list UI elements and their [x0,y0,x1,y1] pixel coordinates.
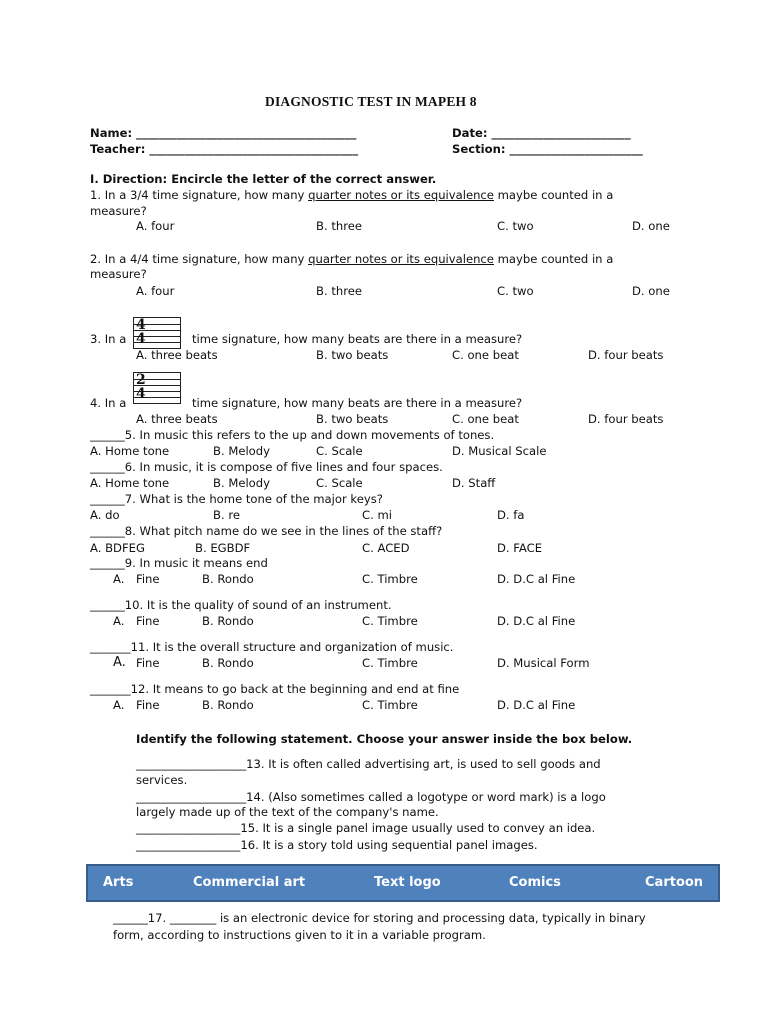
section-field: Section: _______________________ [452,142,643,156]
q1-underlined: quarter notes or its equivalence [308,188,494,202]
question-12: _______12. It means to go back at the beginning and end at fine [90,682,460,696]
q7-option-a: A. do [90,508,120,522]
teacher-field: Teacher: ____________________________________ [90,142,359,156]
q3-option-c: C. one beat [452,348,519,362]
q5-option-b: B. Melody [213,444,270,458]
q5-option-d: D. Musical Scale [452,444,547,458]
q1-option-b: B. three [316,219,362,233]
q3-ts-top: 4 [136,317,146,333]
q7-option-b: B. re [213,508,240,522]
q7-option-c: C. mi [362,508,392,522]
choice-commercial-art: Commercial art [193,875,306,890]
q11-option-a-letter: A. [113,655,126,670]
q3-option-d: D. four beats [588,348,664,362]
q1-option-d: D. one [632,219,670,233]
choice-cartoon: Cartoon [645,875,704,890]
q8-option-d: D. FACE [497,541,543,555]
question-1 [90,187,613,203]
question-14-line2: largely made up of the text of the company's name. [136,805,439,819]
q12-option-d: D. D.C al Fine [497,698,576,712]
q8-option-c: C. ACED [362,541,410,555]
question-9: ______9. In music it means end [90,556,268,570]
q1-option-a: A. four [136,219,175,233]
q12-option-a: Fine [136,698,160,712]
q4-option-c: C. one beat [452,412,519,426]
q2-underlined: quarter notes or its equivalence [308,252,494,266]
q10-option-d: D. D.C al Fine [497,614,576,628]
q12-option-c: C. Timbre [362,698,418,712]
identify-heading: Identify the following statement. Choose your answer inside the box below. [136,732,633,746]
q11-option-c: C. Timbre [362,656,418,670]
question-6: ______6. In music, it is compose of five lines and four spaces. [90,460,443,474]
q10-option-b: B. Rondo [202,614,254,628]
question-2 [90,251,613,267]
q9-option-d: D. D.C al Fine [497,572,576,586]
choice-arts: Arts [103,875,134,890]
q4-option-d: D. four beats [588,412,664,426]
q3-option-b: B. two beats [316,348,389,362]
q5-option-a: A. Home tone [90,444,170,458]
question-14-line1: ___________________14. (Also sometimes called a logotype or word mark) is a logo [136,790,606,804]
q2-post: maybe counted in a [493,252,614,266]
q1-pre: 1. In a 3/4 time signature, how many [90,188,309,202]
q10-option-a-letter: A. [113,614,125,628]
q11-option-d: D. Musical Form [497,656,590,670]
q4-option-b: B. two beats [316,412,389,426]
q7-option-d: D. fa [497,508,525,522]
choices-box [86,864,720,902]
time-signature-staff-q4 [133,372,181,404]
question-5: ______5. In music this refers to the up and down movements of tones. [90,428,495,442]
q3-option-a: A. three beats [136,348,218,362]
q3-prefix: 3. In a [90,332,127,346]
q12-option-a-letter: A. [113,698,125,712]
q2-pre: 2. In a 4/4 time signature, how many [90,252,309,266]
question-15: __________________15. It is a single panel image usually used to convey an idea. [136,821,596,835]
question-13-line1: ___________________13. It is often called advertising art, is used to sell goods and [136,757,601,771]
question-7: ______7. What is the home tone of the major keys? [90,492,383,506]
q6-option-b: B. Melody [213,476,270,490]
q6-option-a: A. Home tone [90,476,170,490]
q4-prefix: 4. In a [90,396,127,410]
q9-option-b: B. Rondo [202,572,254,586]
choice-text-logo: Text logo [374,875,441,890]
q1-line2: measure? [90,204,147,218]
question-17-line1: ______17. ________ is an electronic device for storing and processing data, typically in binary [113,911,646,925]
question-13-line2: services. [136,773,188,787]
q8-option-a: A. BDFEG [90,541,145,555]
q12-option-b: B. Rondo [202,698,254,712]
q2-option-a: A. four [136,284,175,298]
q8-option-b: B. EGBDF [195,541,251,555]
date-field: Date: ________________________ [452,126,631,140]
question-16: __________________16. It is a story told using sequential panel images. [136,838,538,852]
q4-ts-top: 2 [136,372,146,388]
q10-option-c: C. Timbre [362,614,418,628]
q9-option-a-letter: A. [113,572,125,586]
q4-ts-bottom: 4 [136,386,146,402]
q6-option-c: C. Scale [316,476,363,490]
time-signature-staff-q3 [133,317,181,349]
q1-option-c: C. two [497,219,534,233]
q4-option-a: A. three beats [136,412,218,426]
page-title: DIAGNOSTIC TEST IN MAPEH 8 [265,94,477,109]
q2-option-b: B. three [316,284,362,298]
q9-option-a: Fine [136,572,160,586]
q2-option-d: D. one [632,284,670,298]
q3-ts-bottom: 4 [136,331,146,347]
q9-option-c: C. Timbre [362,572,418,586]
q4-text: time signature, how many beats are there in a measure? [192,396,523,410]
question-11: _______11. It is the overall structure and organization of music. [90,640,454,654]
q2-line2: measure? [90,267,147,281]
choice-comics: Comics [509,875,561,890]
direction: I. Direction: Encircle the letter of the correct answer. [90,172,437,186]
q2-option-c: C. two [497,284,534,298]
q3-text: time signature, how many beats are there in a measure? [192,332,523,346]
q11-option-a: Fine [136,656,160,670]
q1-post: maybe counted in a [493,188,614,202]
q6-option-d: D. Staff [452,476,496,490]
q11-option-b: B. Rondo [202,656,254,670]
q5-option-c: C. Scale [316,444,363,458]
name-field: Name: ______________________________________ [90,126,357,140]
question-10: ______10. It is the quality of sound of an instrument. [90,598,392,612]
q10-option-a: Fine [136,614,160,628]
question-8: ______8. What pitch name do we see in the lines of the staff? [90,524,443,538]
question-17-line2: form, according to instructions given to it in a variable program. [113,928,486,942]
